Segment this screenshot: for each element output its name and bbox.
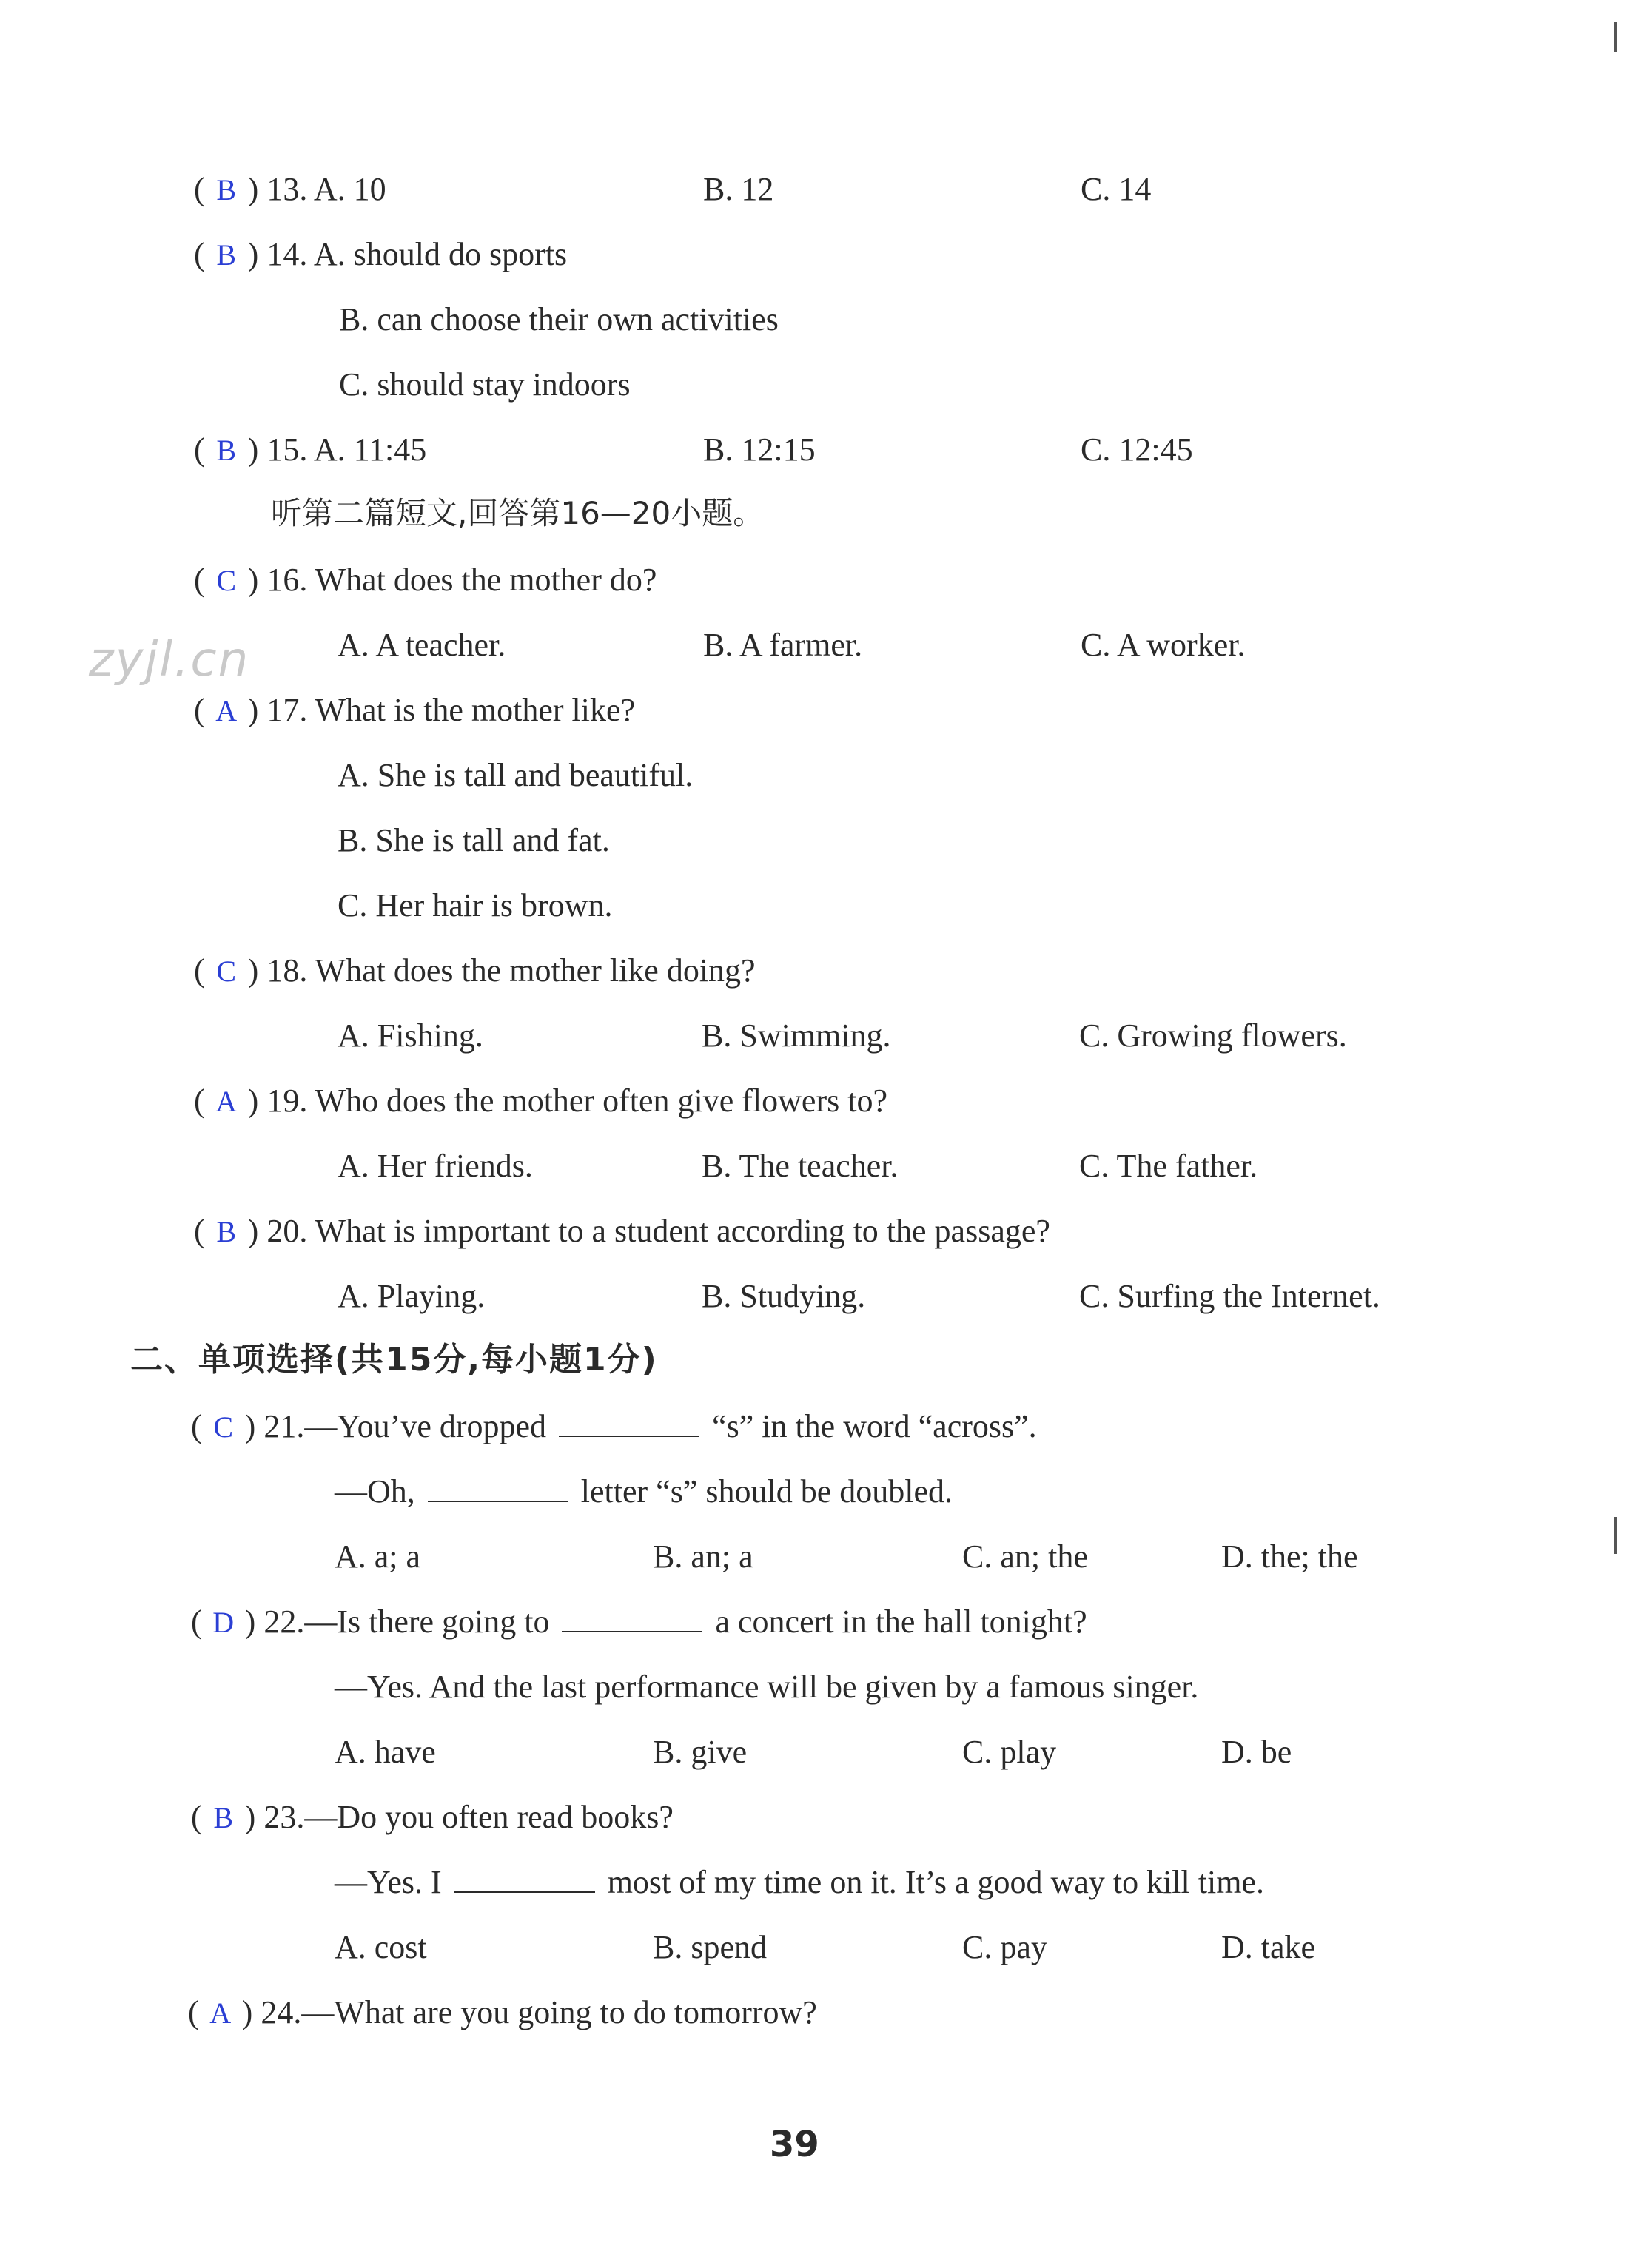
- section-title: 二、单项选择(共15分,每小题1分): [130, 1341, 658, 1379]
- option-c: C. pay: [962, 1929, 1047, 1965]
- option-c: C. 12:45: [1081, 431, 1193, 468]
- answer: B: [216, 238, 236, 272]
- option-a: A. A teacher.: [338, 627, 506, 663]
- question-16: ( C ) 16. What does the mother do?: [194, 559, 657, 602]
- question-number: 13.: [266, 171, 308, 207]
- option-b: B. give: [653, 1734, 748, 1770]
- answer: B: [216, 434, 236, 467]
- option-c: C. The father.: [1079, 1148, 1258, 1184]
- question-stem: What is important to a student according to the passage?: [315, 1213, 1050, 1249]
- question-number: 18.: [266, 952, 308, 989]
- option-a: A. a; a: [335, 1538, 421, 1575]
- answer: A: [215, 1085, 238, 1118]
- question-number: 20.: [266, 1213, 308, 1249]
- scan-edge-mark: [1614, 22, 1617, 52]
- question-number: 14.: [266, 236, 308, 272]
- question-stem: Who does the mother often give flowers to?: [315, 1083, 887, 1119]
- question-22-reply: —Yes. And the last performance will be given by a famous singer.: [335, 1669, 1199, 1705]
- option-c: C. should stay indoors: [339, 366, 631, 403]
- option-c: C. Her hair is brown.: [338, 887, 613, 923]
- answer: A: [209, 1996, 232, 2030]
- question-20: ( B ) 20. What is important to a student according to the passage?: [194, 1211, 1050, 1253]
- option-a: A. 11:45: [313, 431, 427, 468]
- option-c: C. Growing flowers.: [1079, 1017, 1347, 1054]
- answer: D: [212, 1606, 235, 1639]
- question-23: ( B ) 23.—Do you often read books?: [191, 1797, 674, 1839]
- question-stem: What is the mother like?: [315, 692, 636, 728]
- question-stem: What does the mother do?: [315, 562, 657, 598]
- answer-blank: [428, 1471, 568, 1502]
- question-number: 22.: [263, 1604, 305, 1640]
- question-number: 16.: [266, 562, 308, 598]
- question-15: ( B ) 15. A. 11:45: [194, 429, 426, 471]
- option-a: A. Her friends.: [338, 1148, 533, 1184]
- question-number: 15.: [266, 431, 308, 468]
- reply-part1: —Yes. I: [335, 1864, 442, 1900]
- question-22: ( D ) 22.—Is there going to a concert in the hall tonight?: [191, 1601, 1087, 1643]
- question-number: 23.: [263, 1799, 305, 1835]
- option-a: A. have: [335, 1734, 436, 1770]
- scan-edge-mark: [1614, 1517, 1617, 1554]
- question-stem-part1: —You’ve dropped: [304, 1408, 547, 1444]
- answer: C: [216, 564, 236, 597]
- option-c: C. 14: [1081, 171, 1152, 207]
- question-stem: —What are you going to do tomorrow?: [301, 1994, 817, 2030]
- answer-blank: [559, 1406, 699, 1437]
- question-19: ( A ) 19. Who does the mother often give flowers to?: [194, 1080, 887, 1123]
- question-stem: —Do you often read books?: [304, 1799, 674, 1835]
- answer: B: [216, 1215, 236, 1248]
- question-number: 19.: [266, 1083, 308, 1119]
- question-18: ( C ) 18. What does the mother like doing?: [194, 950, 756, 992]
- option-b: B. The teacher.: [702, 1148, 899, 1184]
- option-a: A. cost: [335, 1929, 427, 1965]
- question-stem-part1: —Is there going to: [304, 1604, 550, 1640]
- option-b: B. Studying.: [702, 1278, 866, 1314]
- option-b: B. Swimming.: [702, 1017, 891, 1054]
- question-stem-part2: a concert in the hall tonight?: [715, 1604, 1087, 1640]
- question-17: ( A ) 17. What is the mother like?: [194, 690, 635, 732]
- watermark: zyjl.cn: [89, 633, 250, 687]
- option-a: A. Fishing.: [338, 1017, 483, 1054]
- option-b: B. can choose their own activities: [339, 301, 779, 337]
- answer: B: [216, 173, 236, 206]
- option-d: D. be: [1221, 1734, 1292, 1770]
- listening-instruction: 听第二篇短文,回答第16—20小题。: [271, 495, 765, 531]
- option-d: D. the; the: [1221, 1538, 1358, 1575]
- question-number: 24.: [261, 1994, 302, 2030]
- option-b: B. an; a: [653, 1538, 753, 1575]
- question-stem-part2: “s” in the word “across”.: [712, 1408, 1037, 1444]
- reply-part1: —Oh,: [335, 1473, 415, 1510]
- question-21: ( C ) 21.—You’ve dropped “s” in the word “across”.: [191, 1406, 1037, 1448]
- option-c: C. Surfing the Internet.: [1079, 1278, 1380, 1314]
- question-14: ( B ) 14. A. should do sports: [194, 234, 567, 276]
- page-number: 39: [770, 2124, 819, 2165]
- option-a: A. 10: [313, 171, 386, 207]
- question-24: ( A ) 24.—What are you going to do tomorrow?: [188, 1992, 817, 2034]
- option-a: A. She is tall and beautiful.: [338, 757, 694, 793]
- option-d: D. take: [1221, 1929, 1316, 1965]
- option-c: C. an; the: [962, 1538, 1088, 1575]
- question-stem: What does the mother like doing?: [315, 952, 756, 989]
- option-b: B. She is tall and fat.: [338, 822, 610, 858]
- answer: C: [216, 955, 236, 988]
- question-21-reply: [335, 1471, 953, 1512]
- reply-part2: most of my time on it. It’s a good way to kill time.: [607, 1864, 1264, 1900]
- option-b: B. 12: [703, 171, 774, 207]
- option-c: C. play: [962, 1734, 1057, 1770]
- question-number: 21.: [263, 1408, 305, 1444]
- option-b: B. A farmer.: [703, 627, 863, 663]
- answer: C: [213, 1410, 233, 1444]
- answer: B: [213, 1801, 233, 1834]
- question-number: 17.: [266, 692, 308, 728]
- option-c: C. A worker.: [1081, 627, 1246, 663]
- question-13: ( B ) 13. A. 10: [194, 169, 386, 211]
- option-b: B. spend: [653, 1929, 767, 1965]
- question-23-reply: [335, 1862, 1264, 1903]
- reply-part2: letter “s” should be doubled.: [580, 1473, 953, 1510]
- answer-blank: [562, 1601, 702, 1632]
- option-b: B. 12:15: [703, 431, 816, 468]
- option-a: A. Playing.: [338, 1278, 486, 1314]
- option-a: A. should do sports: [313, 236, 568, 272]
- answer-blank: [454, 1862, 595, 1893]
- answer: A: [215, 694, 238, 727]
